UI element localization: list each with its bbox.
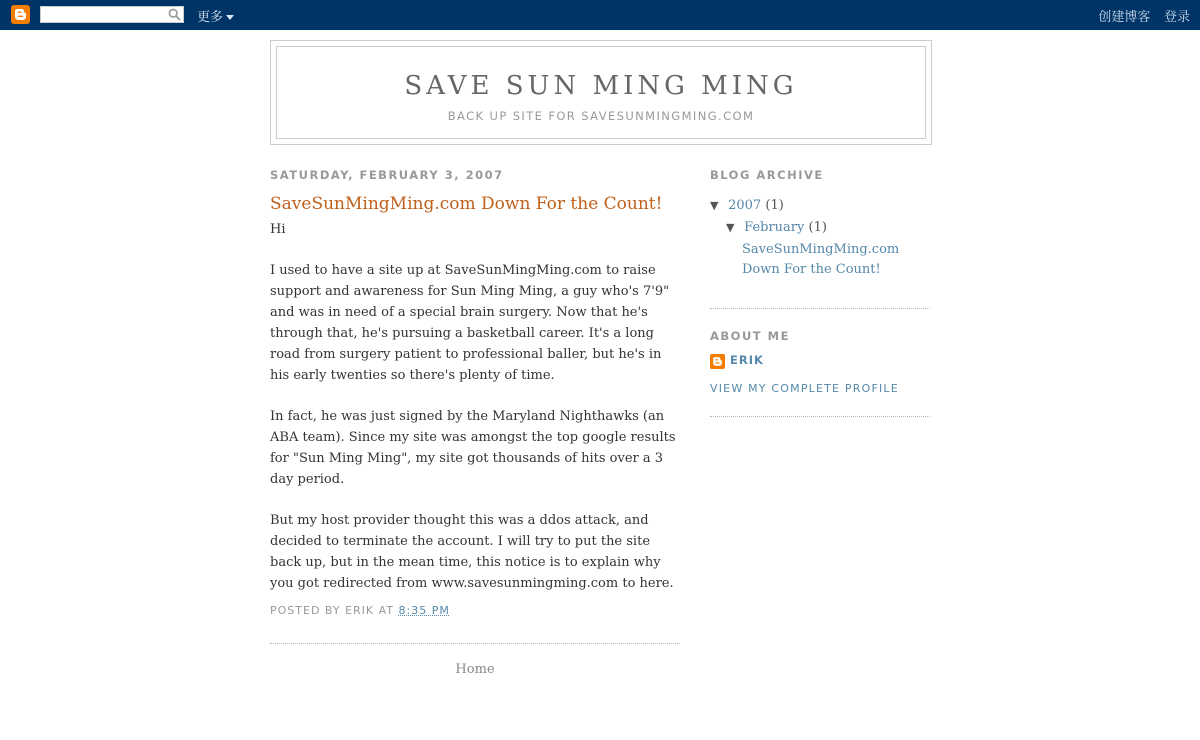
archive-post-title: SaveSunMingMing.com Down For the Count! [742, 242, 900, 277]
blog-header [270, 40, 932, 145]
search-input[interactable] [41, 10, 164, 24]
blog-header-inner [276, 46, 926, 139]
create-blog-link[interactable]: 创建博客 [1098, 9, 1151, 24]
search-icon[interactable] [168, 8, 181, 21]
chevron-down-icon [226, 15, 234, 20]
blog-description: BACK UP SITE FOR SAVESUNMINGMING.COM [447, 109, 755, 123]
main-column [270, 168, 680, 677]
sidebar-divider [710, 308, 930, 309]
post-paragraph: I used to have a site up at SaveSunMingMing.com to raise support and awareness for Sun Ming Ming, a guy who's 7'9" and was in need of a special brain surgery. Now that he's through that, he's pursuing a basketball career. It's a long road from surgery patient to professional baller, but he's in his early twenties so there's plenty of time. [270, 263, 670, 383]
profile-row [710, 351, 930, 371]
home-link[interactable]: Home [455, 662, 495, 677]
post-time-link[interactable]: 8:35 PM [398, 604, 450, 617]
about-heading: ABOUT ME [710, 329, 790, 343]
post-date: SATURDAY, FEBRUARY 3, 2007 [270, 168, 504, 182]
blog-archive [710, 196, 930, 280]
post-paragraph: But my host provider thought this was a ddos attack, and decided to terminate the account. I will try to put the site back up, but in the mean time, this notice is to explain why you got redirected from www.savesunmingming.com to here. [270, 513, 674, 591]
blogger-profile-icon [710, 354, 725, 369]
archive-post-link[interactable] [710, 240, 922, 280]
blogger-icon[interactable] [11, 5, 30, 24]
sidebar [710, 168, 930, 417]
post-divider [270, 643, 680, 644]
sidebar-divider [710, 416, 930, 417]
post-footer [270, 604, 680, 617]
more-label: 更多 [197, 9, 224, 24]
triangle-down-icon[interactable]: ▼ [710, 199, 719, 212]
post-title[interactable]: SaveSunMingMing.com Down For the Count! [270, 194, 663, 214]
triangle-down-icon[interactable]: ▼ [726, 221, 735, 234]
archive-year-count: (1) [765, 198, 784, 213]
search-box [40, 6, 184, 23]
post-paragraph: Hi [270, 222, 286, 237]
archive-year-row [710, 196, 930, 218]
nav-right-links [1088, 6, 1190, 25]
blog-title[interactable]: SAVE SUN MING MING [404, 71, 798, 101]
archive-heading: BLOG ARCHIVE [710, 168, 824, 182]
more-menu-button[interactable] [197, 6, 234, 25]
post-paragraph: In fact, he was just signed by the Maryland Nighthawks (an ABA team). Since my site was amongst the top google results for "Sun Ming Ming", my site got thousands of hits over a 3 day period. [270, 409, 676, 487]
view-profile-link[interactable]: VIEW MY COMPLETE PROFILE [710, 382, 899, 395]
archive-month-row [710, 218, 930, 240]
archive-year-link[interactable]: 2007 [728, 198, 762, 213]
profile-name-link[interactable]: ERIK [730, 353, 764, 367]
archive-month-link[interactable]: February [744, 220, 805, 235]
post-author: ERIK [345, 604, 375, 617]
login-link[interactable]: 登录 [1163, 9, 1190, 24]
navbar [0, 0, 1200, 30]
post-body [270, 219, 680, 594]
post-at-label: AT [378, 604, 395, 617]
archive-month-count: (1) [808, 220, 827, 235]
posted-by-label: POSTED BY [270, 604, 341, 617]
